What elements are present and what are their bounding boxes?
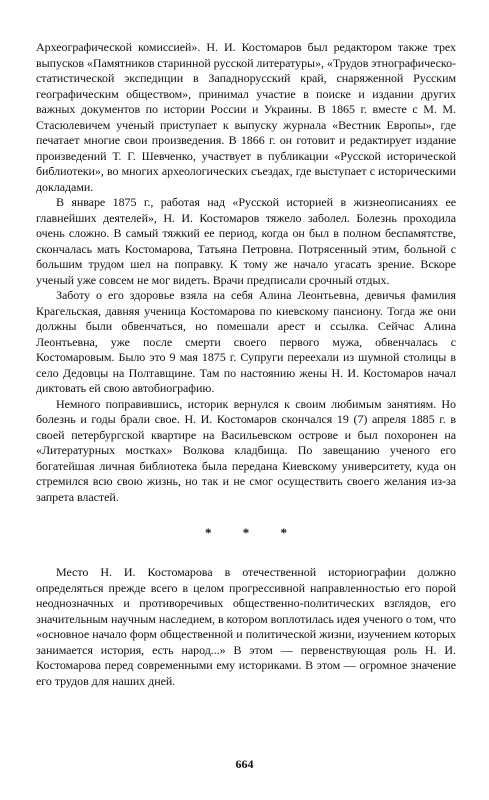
closing-paragraph: Место Н. И. Костомарова в отечественной историографии должно определяться прежде всего в целом прогрессивной направленностью его порой неоднозначных и противоречивых общественно-политических взглядов, его значительным научным наследием, в котором воплотилась идея ученого о том, что «основное начало форм общественной и политической жизни, изучением которых занимается история, есть народ...» В этом — первенствующая роль Н. И. Костомарова перед современными ему историками. В этом — огромное значение его трудов для наших дней. — [36, 565, 456, 688]
paragraph-3: Заботу о его здоровье взяла на себя Алина Леонтьевна, девичья фамилия Крагельская, давняя ученица Костомарова по киевскому пансиону. Тогда же они должны были обвенчаться, но помешали арест и ссылка. Сейчас Алина Леонтьевна, уже после смерти своего первого мужа, обвенчалась с Костомаровым. Было это 9 мая 1875 г. Супруги переехали из шумной столицы в село Дедовцы на Полтавщине. Там по настоянию жены Н. И. Костомаров начал диктовать ей свою автобиографию. — [36, 288, 456, 395]
paragraph-1: Археографической комиссией». Н. И. Костомаров был редактором также трех выпусков «Памятников старинной русской литературы», «Трудов этнографическо-статистической экспедиции в Западнорусский край, снаряженной Русским географическим обществом», принимал участие в поиске и издании других важных документов по истории России и Украины. В 1865 г. вместе с М. М. Стасюлевичем ученый приступает к выпуску журнала «Вестник Европы», где печатает многие свои произведения. В 1866 г. он готовит и редактирует издание произведений Т. Г. Шевченко, участвует в публикации «Русской исторической библиотеки», во многих археологических съездах, где выступает с историческими докладами. — [36, 40, 456, 194]
section-separator: * * * — [205, 525, 301, 540]
page-body — [36, 40, 456, 689]
paragraph-2: В январе 1875 г., работая над «Русской историей в жизнеописаниях ее главнейших деятелей», Н. И. Костомаров тяжело заболел. Болезнь проходила очень сложно. В самый тяжкий ее период, когда он был в полном беспамятстве, скончалась мать Костомарова, Татьяна Петровна. Потрясенный этим, больной с большим трудом шел на поправку. К тому же начало угасать зрение. Вскоре ученый уже совсем не мог видеть. Врачи предписали срочный отдых. — [36, 195, 456, 287]
page-number: 664 — [235, 757, 254, 771]
paragraph-4: Немного поправившись, историк вернулся к своим любимым занятиям. Но болезнь и годы брали свое. Н. И. Костомаров скончался 19 (7) апреля 1885 г. в своей петербургской квартире на Васильевском острове и был похоронен на «Литературных мостках» Волкова кладбища. По завещанию ученого его богатейшая личная библиотека была передана Киевскому университету, куда он стремился всю свою жизнь, но так и не смог осуществить своего желания из-за запрета властей. — [36, 396, 456, 504]
